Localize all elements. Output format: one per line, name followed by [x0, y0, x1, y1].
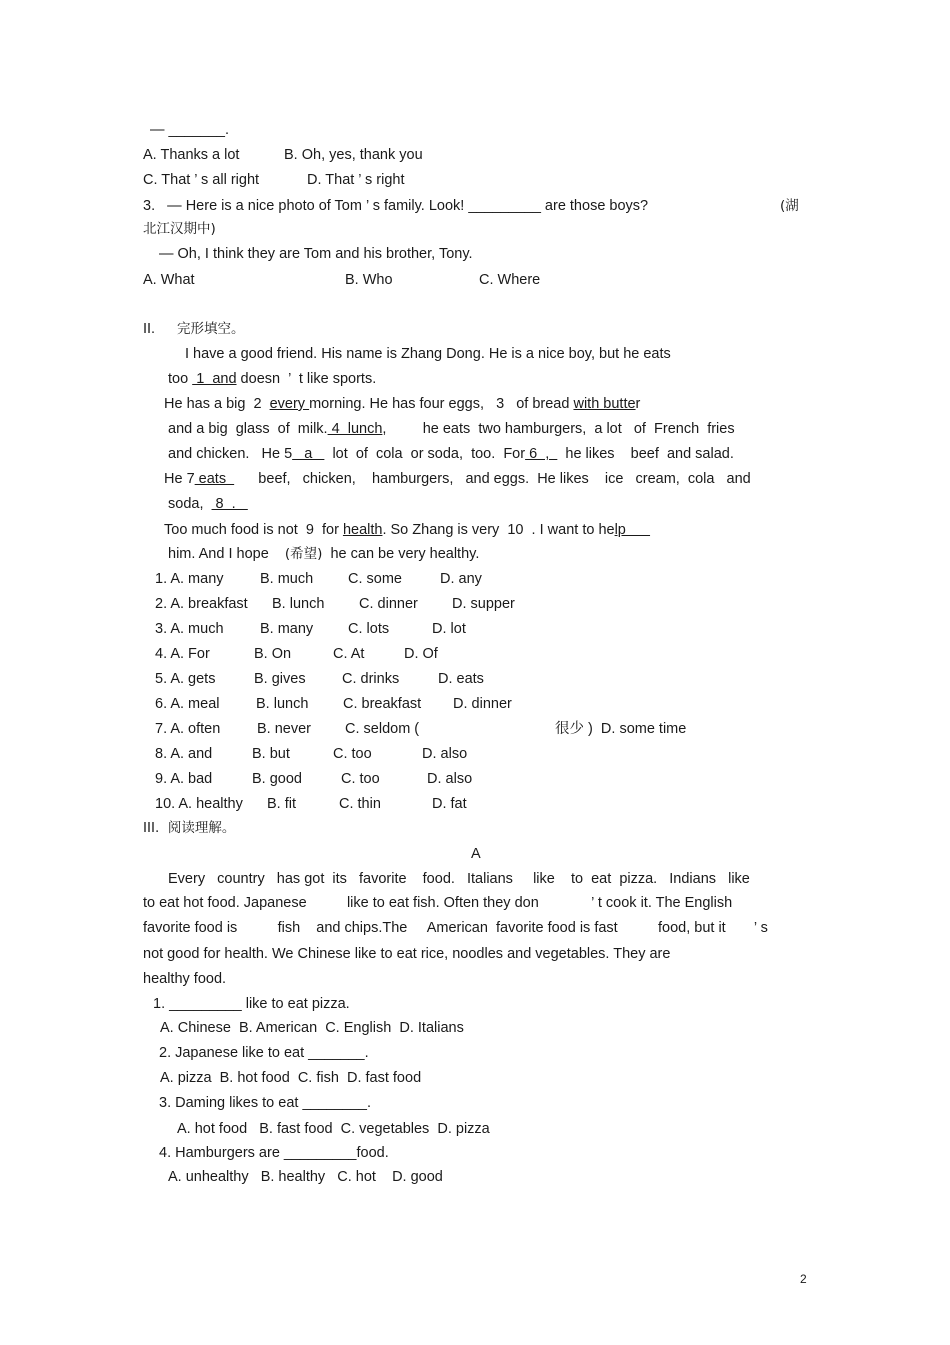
cloze-line-9: him. And I hope (希望) he can be very healthy.: [168, 546, 480, 562]
cloze-item-2-option-a: 2. A. breakfast: [155, 596, 248, 612]
cloze-line-6: He 7 eats beef, chicken, hamburgers, and eggs. He likes ice cream, cola and: [164, 471, 751, 487]
cloze-item-1-option-d: D. any: [440, 571, 482, 587]
cloze-item-10-option-a: 10. A. healthy: [155, 796, 243, 812]
cloze-item-6-option-c: C. breakfast: [343, 696, 422, 712]
cloze-item-10-option-b: B. fit: [267, 796, 297, 812]
cloze-item-5-option-d: D. eats: [438, 671, 484, 687]
q2-answer-line: — _______.: [150, 122, 230, 138]
cloze-item-8-option-b: B. but: [252, 746, 290, 762]
cloze-item-4-option-b: B. On: [254, 646, 292, 662]
q2-option-c: C. That ’ s all right: [143, 172, 260, 188]
cloze-item-7-option-d: 很少 ) D. some time: [555, 721, 687, 737]
reading-q1: 1. _________ like to eat pizza.: [153, 996, 350, 1012]
cloze-line-4: and a big glass of milk. 4 lunch, he eats two hamburgers, a lot of French fries: [168, 421, 735, 437]
passage-line-3: favorite food is fish and chips.The American favorite food is fast food, but it ’ s: [143, 920, 768, 936]
q3-option-a: A. What: [143, 272, 195, 288]
cloze-line-7: soda, 8 .: [168, 496, 248, 512]
cloze-item-4-option-d: D. Of: [404, 646, 438, 662]
cloze-item-3-option-b: B. many: [260, 621, 314, 637]
cloze-item-3-option-c: C. lots: [348, 621, 390, 637]
cloze-heading-number: II.: [143, 321, 156, 337]
cloze-line-3: He has a big 2 every morning. He has four eggs, 3 of bread with butter: [164, 396, 641, 412]
cloze-item-4-option-a: 4. A. For: [155, 646, 210, 662]
reading-q4: 4. Hamburgers are _________food.: [159, 1145, 389, 1161]
q3-stem: 3. — Here is a nice photo of Tom ’ s family. Look! _________ are those boys?: [143, 198, 649, 214]
cloze-item-9-option-c: C. too: [341, 771, 380, 787]
cloze-item-6-option-d: D. dinner: [453, 696, 512, 712]
passage-line-2: to eat hot food. Japanese like to eat fish. Often they don ’ t cook it. The English: [143, 895, 733, 911]
cloze-item-8-option-a: 8. A. and: [155, 746, 213, 762]
reading-q1-options: A. Chinese B. American C. English D. Italians: [160, 1020, 464, 1036]
q2-option-b: B. Oh, yes, thank you: [284, 147, 423, 163]
q3-option-b: B. Who: [345, 272, 393, 288]
cloze-line-2: too 1 and doesn ’ t like sports.: [168, 371, 377, 387]
reading-q2: 2. Japanese like to eat _______.: [159, 1045, 369, 1061]
cloze-item-1-option-b: B. much: [260, 571, 314, 587]
cloze-item-1-option-a: 1. A. many: [155, 571, 224, 587]
reading-q3: 3. Daming likes to eat ________.: [159, 1095, 371, 1111]
cloze-item-5-option-a: 5. A. gets: [155, 671, 216, 687]
q3-reply: — Oh, I think they are Tom and his brother, Tony.: [159, 246, 473, 262]
cloze-item-5-option-c: C. drinks: [342, 671, 400, 687]
cloze-line-5: and chicken. He 5 a lot of cola or soda, too. For 6 , he likes beef and salad.: [168, 446, 734, 462]
cloze-item-2-option-b: B. lunch: [272, 596, 325, 612]
q3-source-cont: 北江汉期中): [143, 221, 216, 237]
cloze-item-5-option-b: B. gives: [254, 671, 306, 687]
cloze-item-4-option-c: C. At: [333, 646, 365, 662]
cloze-item-10-option-c: C. thin: [339, 796, 381, 812]
cloze-item-8-option-c: C. too: [333, 746, 372, 762]
cloze-item-3-option-d: D. lot: [432, 621, 466, 637]
reading-q3-options: A. hot food B. fast food C. vegetables D. pizza: [177, 1121, 490, 1137]
cloze-item-9-option-b: B. good: [252, 771, 302, 787]
q2-option-d: D. That ’ s right: [307, 172, 405, 188]
cloze-item-7-option-b: B. never: [257, 721, 311, 737]
cloze-line-8: Too much food is not 9 for health. So Zhang is very 10 . I want to help: [164, 522, 651, 538]
cloze-item-8-option-d: D. also: [422, 746, 468, 762]
reading-heading: III. 阅读理解。: [143, 820, 236, 836]
cloze-line-1: I have a good friend. His name is Zhang Dong. He is a nice boy, but he eats: [185, 346, 671, 362]
cloze-item-9-option-d: D. also: [427, 771, 473, 787]
cloze-item-9-option-a: 9. A. bad: [155, 771, 213, 787]
passage-label: A: [471, 846, 481, 862]
cloze-item-1-option-c: C. some: [348, 571, 402, 587]
q3-source: (湖: [780, 198, 799, 214]
passage-line-4: not good for health. We Chinese like to eat rice, noodles and vegetables. They are: [143, 946, 671, 962]
cloze-item-6-option-a: 6. A. meal: [155, 696, 220, 712]
cloze-item-7-option-a: 7. A. often: [155, 721, 221, 737]
q3-option-c: C. Where: [479, 272, 541, 288]
reading-q2-options: A. pizza B. hot food C. fish D. fast food: [160, 1070, 422, 1086]
cloze-item-2-option-c: C. dinner: [359, 596, 418, 612]
cloze-item-10-option-d: D. fat: [432, 796, 467, 812]
passage-line-1: Every country has got its favorite food. Italians like to eat pizza. Indians like: [168, 871, 750, 887]
cloze-item-7-option-c: C. seldom (: [345, 721, 420, 737]
q2-option-a: A. Thanks a lot: [143, 147, 240, 163]
page-number: 2: [800, 1272, 807, 1286]
cloze-item-3-option-a: 3. A. much: [155, 621, 224, 637]
cloze-item-6-option-b: B. lunch: [256, 696, 309, 712]
reading-q4-options: A. unhealthy B. healthy C. hot D. good: [168, 1169, 443, 1185]
cloze-heading: 完形填空。: [177, 321, 245, 337]
cloze-item-2-option-d: D. supper: [452, 596, 515, 612]
passage-line-5: healthy food.: [143, 971, 227, 987]
